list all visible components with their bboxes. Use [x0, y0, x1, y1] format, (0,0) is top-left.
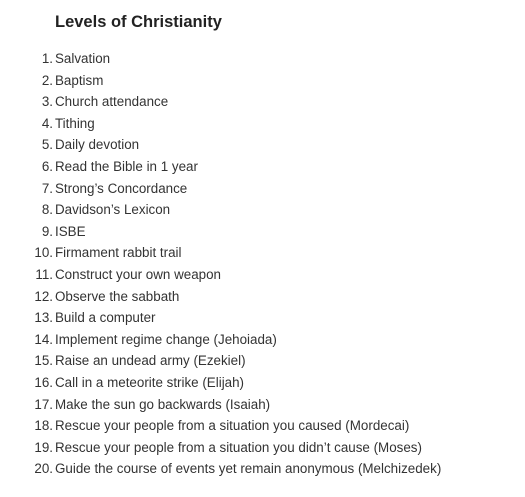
item-text: Raise an undead army (Ezekiel) — [55, 353, 246, 369]
item-number: 2. — [41, 72, 53, 88]
list-item — [0, 437, 441, 459]
item-number: 3. — [41, 94, 53, 110]
item-number: 15. — [34, 353, 53, 369]
item-number: 10. — [34, 245, 53, 261]
item-number: 18. — [34, 418, 53, 434]
list-item — [0, 70, 441, 92]
item-number: 1. — [41, 51, 53, 66]
list-item — [0, 113, 441, 135]
item-number: 17. — [34, 396, 53, 412]
list-item — [0, 394, 441, 416]
item-text: Rescue your people from a situation you caused (Mordecai) — [55, 418, 410, 434]
item-number: 9. — [41, 223, 53, 239]
item-text: Salvation — [55, 51, 111, 66]
list-item — [0, 242, 441, 264]
list-item — [0, 307, 441, 329]
list-item — [0, 458, 441, 480]
list-item — [0, 350, 441, 372]
item-number: 20. — [34, 461, 53, 477]
item-text: Implement regime change (Jehoiada) — [55, 331, 277, 347]
item-text: Guide the course of events yet remain anonymous (Melchizedek) — [55, 461, 442, 477]
item-text: Build a computer — [55, 310, 156, 326]
item-number: 12. — [34, 288, 53, 304]
item-text: Davidson’s Lexicon — [55, 202, 171, 218]
item-text: ISBE — [55, 223, 86, 239]
levels-list — [0, 48, 441, 480]
item-text: Read the Bible in 1 year — [55, 158, 198, 174]
item-number: 8. — [41, 202, 53, 218]
list-item — [0, 286, 441, 308]
item-text: Daily devotion — [55, 137, 140, 153]
list-item — [0, 221, 441, 243]
item-number: 11. — [35, 266, 53, 282]
item-number: 6. — [41, 158, 53, 174]
list-item — [0, 134, 441, 156]
list-item — [0, 372, 441, 394]
item-text: Firmament rabbit trail — [55, 245, 182, 261]
item-text: Strong’s Concordance — [55, 180, 188, 196]
list-item — [0, 48, 441, 70]
list-item — [0, 415, 441, 437]
item-number: 16. — [34, 374, 53, 390]
item-number: 14. — [34, 331, 53, 347]
item-text: Rescue your people from a situation you didn’t cause (Moses) — [55, 439, 422, 455]
list-item — [0, 178, 441, 200]
item-text: Observe the sabbath — [55, 288, 180, 304]
list-item — [0, 156, 441, 178]
item-number: 7. — [41, 180, 53, 196]
item-text: Make the sun go backwards (Isaiah) — [55, 396, 271, 412]
item-text: Construct your own weapon — [55, 266, 221, 282]
item-text: Baptism — [55, 72, 104, 88]
item-text: Church attendance — [55, 94, 169, 110]
list-item — [0, 264, 441, 286]
list-item — [0, 329, 441, 351]
page-heading: Levels of Christianity — [55, 13, 222, 31]
item-number: 13. — [34, 310, 53, 326]
list-item — [0, 91, 441, 113]
item-number: 5. — [41, 137, 53, 153]
item-number: 4. — [41, 115, 53, 131]
item-number: 19. — [34, 439, 53, 455]
item-text: Tithing — [55, 115, 95, 131]
item-text: Call in a meteorite strike (Elijah) — [55, 374, 245, 390]
list-item — [0, 199, 441, 221]
